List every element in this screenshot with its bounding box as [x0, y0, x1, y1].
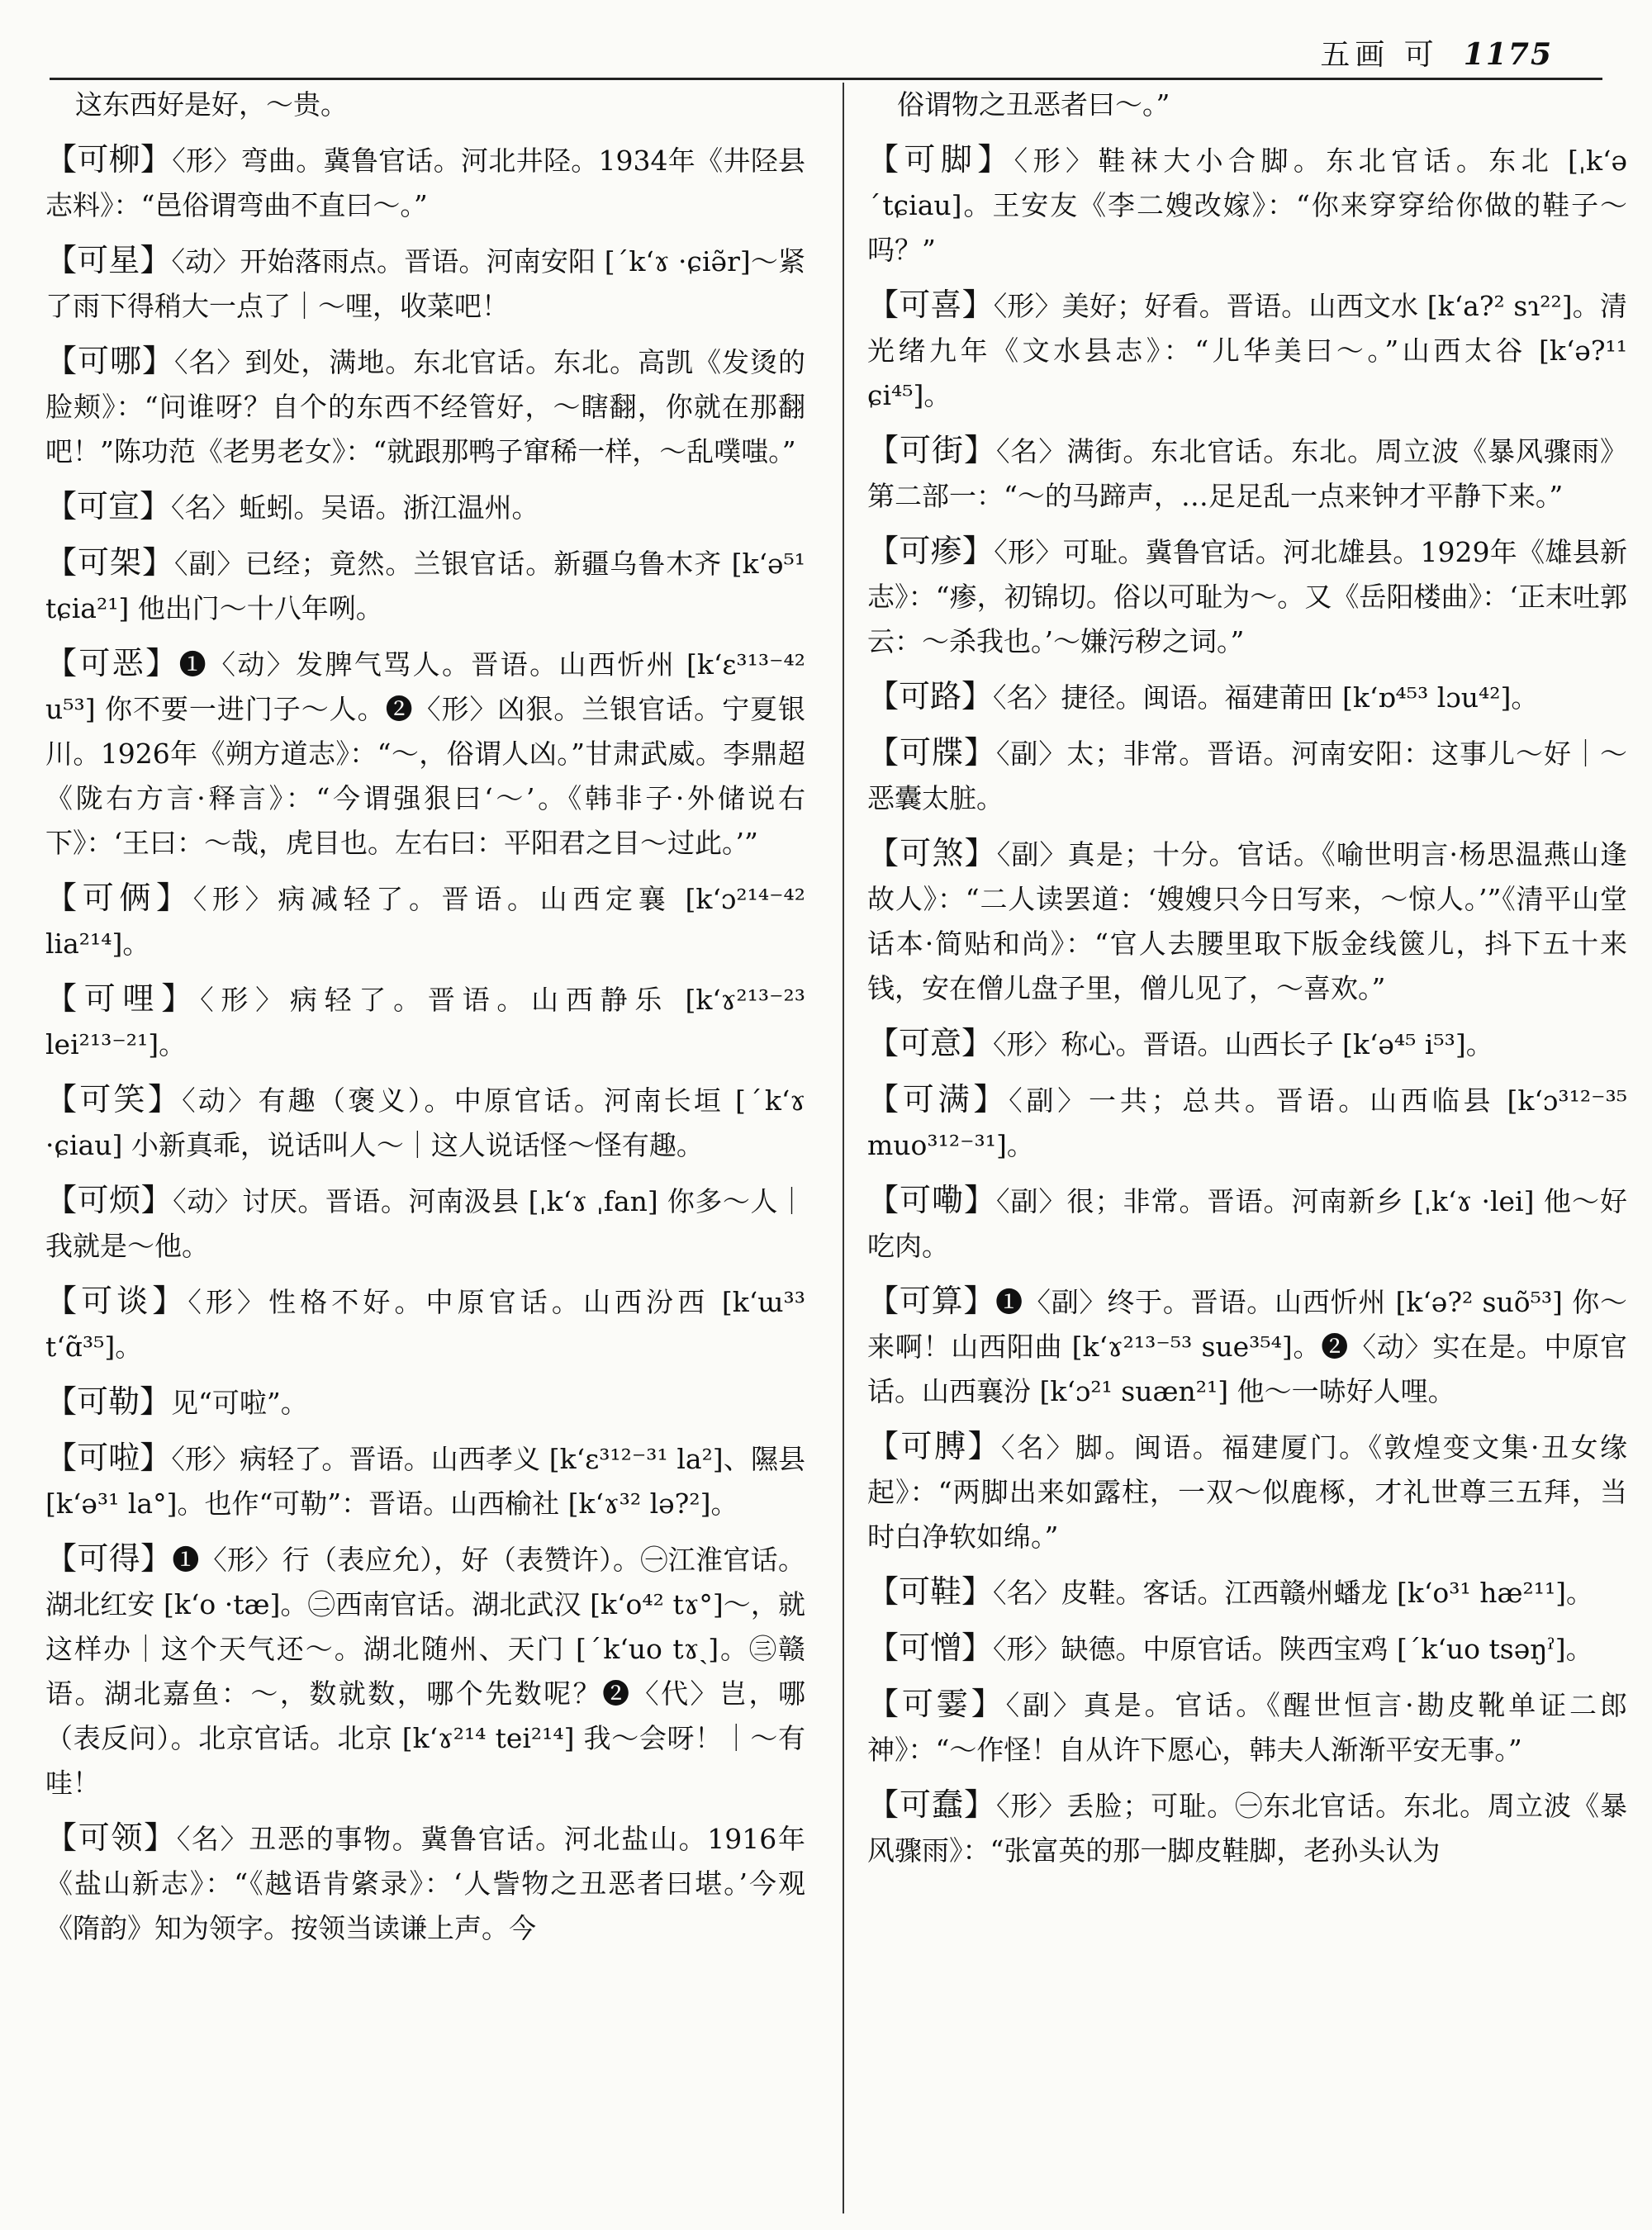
headword: 【可憎】 — [867, 1630, 994, 1666]
entry-body: 〈副〉已经；竟然。兰银官话。新疆乌鲁木齐 [kʻə⁵¹ tɕia²¹] 他出门～十八年咧。 — [45, 548, 805, 624]
entry-body: 〈形〉鞋袜大小合脚。东北官话。东北 [ˌkʻə ˊtɕiau]。王安友《李二嫂改嫁》：“你来穿穿给你做的鞋子～吗？” — [867, 145, 1627, 266]
headword: 【可瘆】 — [867, 533, 995, 569]
entry-body: 〈副〉真是；十分。官话。《喻世明言·杨思温燕山逢故人》：“二人读罢道：‘嫂嫂只今日写来，～惊人。’”《清平山堂话本·简贴和尚》：“官人去腰里取下版金线篋儿，抖下五十来钱，安在僧儿盘子里，僧儿见了，～喜欢。” — [867, 838, 1627, 1004]
entry-body: ❶〈形〉行（表应允），好（表赞许）。㊀江淮官话。湖北红安 [kʻo ·tæ]。㊁西南官话。湖北武汉 [kʻo⁴² tɤ°]～，就这样办｜这个天气还～。湖北随州、天门 [ˊkʻuo tɤˎ]。㊂赣语。湖北嘉鱼：～，数就数，哪个先数呢？❷〈代〉岂，哪（表反问）。北京官话。北京 [kʻɤ²¹⁴ tei²¹⁴] 我～会呀！｜～有哇！ — [45, 1544, 805, 1799]
entry-body: 〈形〉病减轻了。晋语。山西定襄 [kʻɔ²¹⁴⁻⁴² lia²¹⁴]。 — [45, 883, 805, 960]
section-title: 五画 可 — [1320, 38, 1439, 72]
entry-body: 〈动〉讨厌。晋语。河南汲县 [ˌkʻɤ ˌfan] 你多～人｜我就是～他。 — [45, 1185, 805, 1262]
entry-body: 见“可啦”。 — [171, 1387, 308, 1419]
headword: 【可哪】 — [45, 343, 174, 379]
headword: 【可喜】 — [867, 287, 994, 323]
dictionary-entry — [867, 1279, 1627, 1414]
entry-body: 〈名〉捷径。闽语。福建莆田 [kʻɒ⁴⁵³ lɔu⁴²]。 — [993, 681, 1539, 714]
dictionary-entry — [45, 1279, 805, 1369]
entry-body: 〈副〉很；非常。晋语。河南新乡 [ˌkʻɤ ·lei] 他～好吃肉。 — [867, 1185, 1627, 1262]
headword: 【可街】 — [867, 432, 996, 468]
dictionary-entry — [45, 976, 805, 1067]
entry-body: 〈名〉满街。东北官话。东北。周立波《暴风骤雨》第二部一：“～的马蹄声，…足足乱一点来钟才平静下来。” — [867, 435, 1627, 512]
page-number: 1175 — [1463, 37, 1553, 72]
headword: 【可星】 — [45, 242, 172, 278]
entry-body: 〈名〉丑恶的事物。冀鲁官话。河北盐山。1916年《盐山新志》：“《越语肯綮录》：‘人訾物之丑恶者曰堪。’今观《隋韵》知为领字。按领当读谦上声。今 — [45, 1823, 805, 1944]
headword: 【可啦】 — [45, 1440, 172, 1476]
headword: 【可笑】 — [45, 1081, 183, 1117]
dictionary-entry — [867, 831, 1627, 1011]
dictionary-entry — [45, 540, 805, 631]
headword: 【可霎】 — [867, 1686, 1006, 1722]
page-header — [50, 28, 1602, 80]
headword: 【可架】 — [45, 544, 174, 581]
headword: 【可宣】 — [45, 488, 172, 524]
headword: 【可俩】 — [45, 880, 193, 916]
entry-text: 这东西好是好，～贵。 — [75, 88, 348, 121]
headword: 【可煞】 — [867, 835, 997, 871]
dictionary-entry — [867, 674, 1627, 720]
dictionary-entry — [867, 1625, 1627, 1672]
entry-body: 〈动〉有趣（褒义）。中原官话。河南长垣 [ˊkʻɤ ·ɕiau] 小新真乖，说话叫人～｜这人说话怪～怪有趣。 — [45, 1084, 805, 1161]
dictionary-entry — [867, 282, 1627, 418]
entry-body: 〈名〉到处，满地。东北官话。东北。高凯《发烫的脸颊》：“问谁呀？自个的东西不经管好，～瞎翻，你就在那翻吧！”陈功范《老男老女》：“就跟那鸭子窜稀一样，～乱噗嗤。” — [45, 346, 805, 467]
right-column — [867, 83, 1627, 2213]
headword: 【可路】 — [867, 678, 994, 714]
dictionary-entry — [45, 1435, 805, 1526]
entry-body: 〈形〉美好；好看。晋语。山西文水 [kʻa?² sɿ²²]。清光绪九年《文水县志》：“儿华美曰～。”山西太谷 [kʻə?¹¹ ɕi⁴⁵]。 — [867, 290, 1627, 411]
entry-body: ❶〈动〉发脾气骂人。晋语。山西忻州 [kʻɛ³¹³⁻⁴² u⁵³] 你不要一进门子～人。❷〈形〉凶狠。兰银官话。宁夏银川。1926年《朔方道志》：“～，俗谓人凶。”甘肃武威。李鼎超《陇右方言·释言》：“今谓强狠曰‘～’。《韩非子·外储说右下》：‘王曰：～哉，虎目也。左右曰：平阳君之目～过此。’” — [45, 648, 805, 859]
entry-text: 俗谓物之丑恶者曰～。” — [897, 88, 1170, 121]
headword: 【可膊】 — [867, 1428, 1001, 1464]
dictionary-entry — [867, 137, 1627, 273]
dictionary-entry — [867, 1682, 1627, 1772]
headword: 【可柳】 — [45, 141, 173, 178]
column-divider — [843, 83, 844, 2213]
headword: 【可蠢】 — [867, 1786, 996, 1823]
entry-body: 〈副〉一共；总共。晋语。山西临县 [kʻɔ³¹²⁻³⁵ muo³¹²⁻³¹]。 — [867, 1084, 1627, 1161]
headword: 【可脚】 — [867, 141, 1014, 178]
headword: 【可嘞】 — [867, 1182, 996, 1218]
headword: 【可算】 — [867, 1283, 996, 1319]
entry-body: 〈名〉皮鞋。客话。江西赣州蟠龙 [kʻo³¹ hæ²¹¹]。 — [993, 1577, 1594, 1609]
entry-body: 〈形〉称心。晋语。山西长子 [kʻə⁴⁵ i⁵³]。 — [993, 1028, 1493, 1060]
entry-continuation — [867, 83, 1627, 127]
dictionary-entry — [867, 1782, 1627, 1873]
dictionary-entry — [867, 1021, 1627, 1067]
headword: 【可牒】 — [867, 734, 996, 771]
dictionary-entry — [867, 1569, 1627, 1616]
entry-body: 〈形〉病轻了。晋语。山西静乐 [kʻɤ²¹³⁻²³ lei²¹³⁻²¹]。 — [45, 984, 805, 1060]
entry-body: 〈形〉性格不好。中原官话。山西汾西 [kʻɯ³³ tʻɑ̃³⁵]。 — [45, 1286, 805, 1363]
headword: 【可得】 — [45, 1540, 173, 1577]
entry-body: 〈副〉真是。官话。《醒世恒言·勘皮靴单证二郎神》：“～作怪！自从许下愿心，韩夫人渐渐平安无事。” — [867, 1689, 1627, 1766]
headword: 【可勒】 — [45, 1383, 172, 1420]
headword: 【可意】 — [867, 1025, 994, 1061]
headword: 【可满】 — [867, 1081, 1009, 1117]
dictionary-entry — [45, 1815, 805, 1951]
dictionary-entry — [45, 1077, 805, 1168]
headword: 【可谈】 — [45, 1283, 188, 1319]
dictionary-entry — [45, 238, 805, 329]
entry-body: ❶〈副〉终于。晋语。山西忻州 [kʻə?² suõ⁵³] 你～来啊！山西阳曲 [kʻɤ²¹³⁻⁵³ sue³⁵⁴]。❷〈动〉实在是。中原官话。山西襄汾 [kʻɔ²¹ suæn²¹] 他～一哧好人哩。 — [867, 1286, 1627, 1407]
dictionary-entry — [45, 875, 805, 966]
dictionary-entry — [45, 641, 805, 866]
dictionary-entry — [867, 1178, 1627, 1269]
dictionary-entry — [867, 529, 1627, 664]
running-head — [1320, 31, 1553, 74]
entry-body: 〈形〉弯曲。冀鲁官话。河北井陉。1934年《井陉县志料》：“邑俗谓弯曲不直曰～。” — [45, 145, 805, 221]
left-column — [45, 83, 805, 2213]
dictionary-entry — [867, 1424, 1627, 1559]
dictionary-entry — [45, 1178, 805, 1269]
entry-body: 〈名〉脚。闽语。福建厦门。《敦煌变文集·丑女缘起》：“两脚出来如露柱，一双～似鹿椓，才礼世尊三五拜，当时白净软如绵。” — [867, 1431, 1627, 1553]
entry-body: 〈形〉病轻了。晋语。山西孝义 [kʻɛ³¹²⁻³¹ la²]、隰县 [kʻə³¹ la°]。也作“可勒”：晋语。山西榆社 [kʻɤ³² lə?²]。 — [45, 1443, 805, 1520]
dictionary-entry — [45, 1379, 805, 1426]
headword: 【可哩】 — [45, 980, 201, 1017]
entry-body: 〈动〉开始落雨点。晋语。河南安阳 [ˊkʻɤ ·ɕiə̃r]～紧了雨下得稍大一点了｜～哩，收菜吧！ — [45, 245, 805, 322]
dictionary-entry — [45, 137, 805, 228]
entry-body: 〈形〉可耻。冀鲁官话。河北雄县。1929年《雄县新志》：“瘆，初锦切。俗以可耻为～。又《岳阳楼曲》：‘正末吐郭云：～杀我也。’～嫌污秽之词。” — [867, 536, 1627, 657]
headword: 【可烦】 — [45, 1182, 173, 1218]
entry-body: 〈名〉蚯蚓。吴语。浙江温州。 — [171, 491, 539, 524]
dictionary-entry — [867, 730, 1627, 821]
headword: 【可鞋】 — [867, 1573, 994, 1610]
headword: 【可恶】 — [45, 645, 179, 681]
entry-body: 〈形〉缺德。中原官话。陕西宝鸡 [ˊkʻuo tsəŋˀ]。 — [993, 1633, 1593, 1665]
entry-continuation — [45, 83, 805, 127]
dictionary-entry — [867, 428, 1627, 519]
entry-body: 〈副〉太；非常。晋语。河南安阳：这事儿～好｜～恶囊太脏。 — [867, 738, 1627, 814]
dictionary-entry — [867, 1077, 1627, 1168]
dictionary-entry — [45, 484, 805, 530]
entry-body: 〈形〉丢脸；可耻。㊀东北官话。东北。周立波《暴风骤雨》：“张富英的那一脚皮鞋脚，老孙头认为 — [867, 1790, 1627, 1867]
dictionary-entry — [45, 1536, 805, 1805]
headword: 【可领】 — [45, 1820, 177, 1856]
dictionary-entry — [45, 339, 805, 474]
